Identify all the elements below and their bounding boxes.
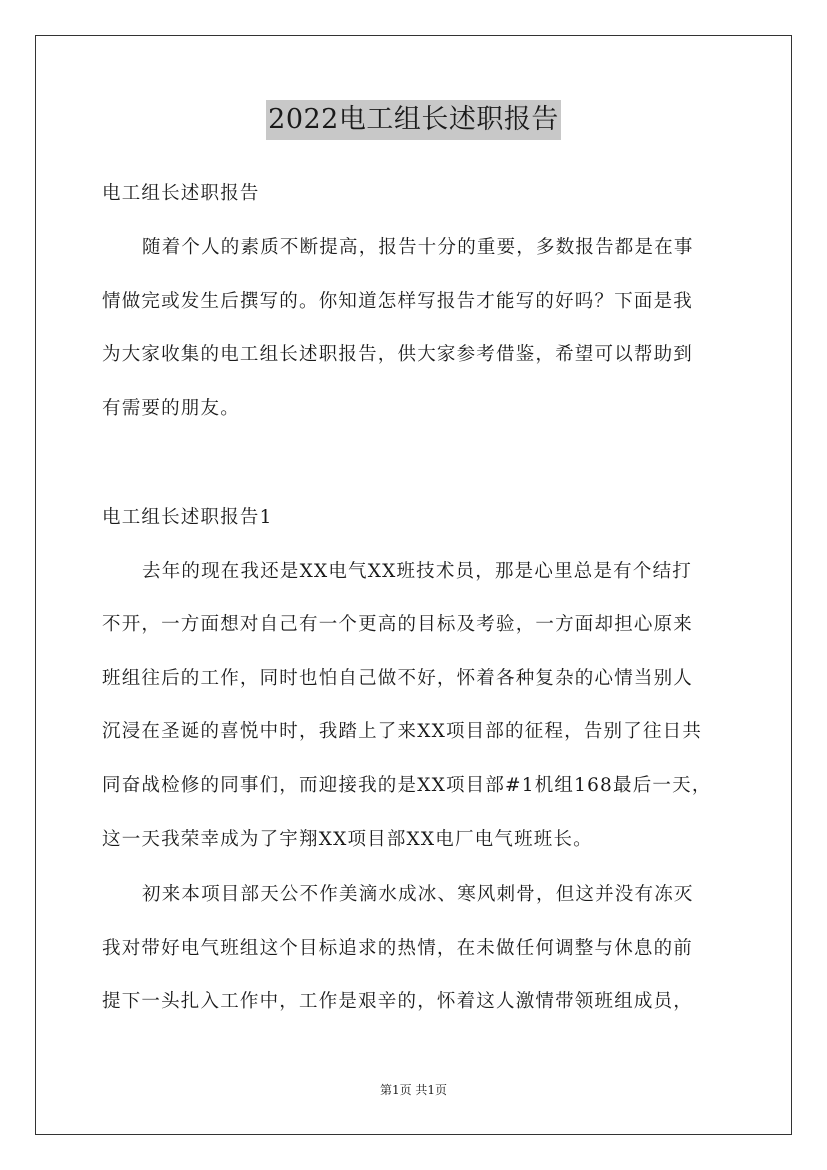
section-heading: 电工组长述职报告1 [102,507,273,528]
paragraph-line: 初来本项目部天公不作美滴水成冰、寒风刺骨，但这并没有冻灭 [142,884,694,905]
intro-line: 有需要的朋友。 [102,398,240,419]
paragraph-line: 这一天我荣幸成为了宇翔XX项目部XX电厂电气班班长。 [102,829,593,850]
page-footer: 第1页 共1页 [379,1083,448,1097]
paragraph-line: 去年的现在我还是XX电气XX班技术员，那是心里总是有个结打 [142,561,692,582]
paragraph-line: 不开，一方面想对自己有一个更高的目标及考验，一方面却担心原来 [102,614,694,635]
intro-line: 为大家收集的电工组长述职报告，供大家参考借鉴，希望可以帮助到 [102,344,694,365]
subtitle: 电工组长述职报告 [102,183,260,204]
paragraph-line: 我对带好电气班组这个目标追求的热情，在未做任何调整与休息的前 [102,938,694,959]
paragraph-line: 沉浸在圣诞的喜悦中时，我踏上了来XX项目部的征程，告别了往日共 [102,721,703,742]
intro-line: 随着个人的素质不断提高，报告十分的重要，多数报告都是在事 [142,237,694,258]
paragraph-line: 班组往后的工作，同时也怕自己做不好，怀着各种复杂的心情当别人 [102,668,694,689]
document-title: 2022电工组长述职报告 [266,100,561,140]
document-title-wrap [0,100,827,140]
paragraph-line: 同奋战检修的同事们，而迎接我的是XX项目部#1机组168最后一天， [102,775,712,796]
paragraph-line: 提下一头扎入工作中，工作是艰辛的，怀着这人激情带领班组成员， [102,991,694,1012]
intro-line: 情做完或发生后撰写的。你知道怎样写报告才能写的好吗？下面是我 [102,291,694,312]
